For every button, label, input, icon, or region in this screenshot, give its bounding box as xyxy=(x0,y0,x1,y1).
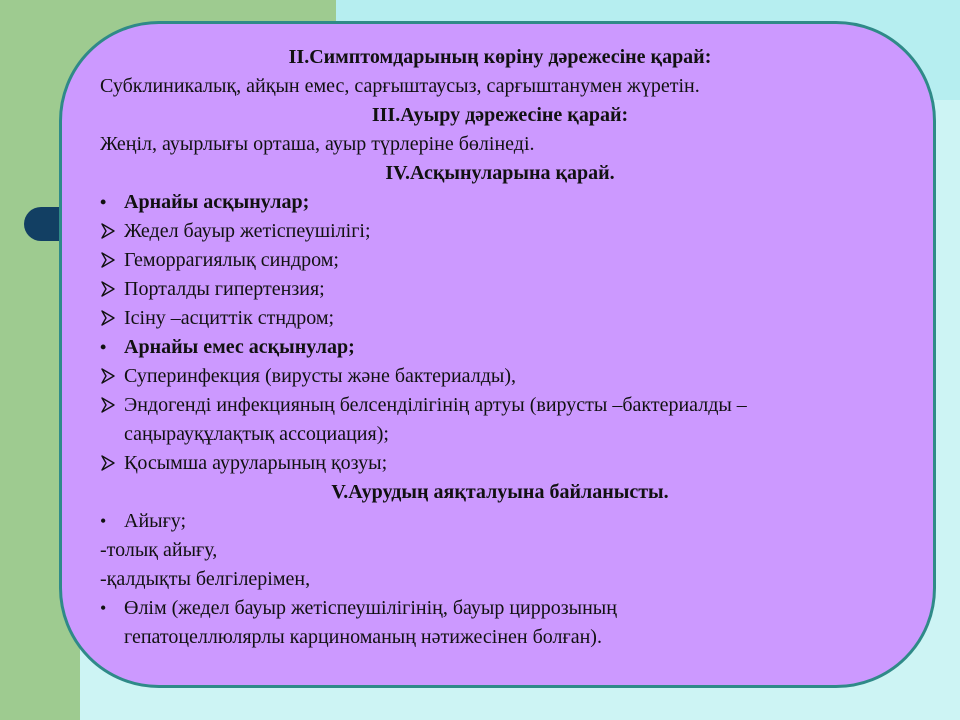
list-item-continuation: саңырауқұлақтық ассоциация); xyxy=(124,423,389,445)
list-item-arrow xyxy=(100,362,900,391)
list-item-death xyxy=(100,594,900,623)
arrow-bullet-icon xyxy=(100,449,124,478)
list-item-arrow xyxy=(100,449,900,478)
list-item-arrow xyxy=(100,304,900,333)
bullet-icon: • xyxy=(100,598,107,618)
arrow-bullet-icon xyxy=(100,275,124,304)
recovery-full: -толық айығу, xyxy=(100,539,218,561)
heading-severity: III.Ауыру дәрежесіне қарай: xyxy=(371,104,629,126)
specific-item-text: Ісіну –асциттік стндром; xyxy=(124,307,335,329)
nonspecific-title-text: Арнайы емес асқынулар; xyxy=(124,336,355,358)
recovery-text: Айығу; xyxy=(124,510,187,532)
bullet-icon: • xyxy=(100,511,107,531)
arrow-bullet-icon xyxy=(100,304,124,333)
specific-item-text: Порталды гипертензия; xyxy=(124,278,325,300)
list-item-recovery xyxy=(100,507,900,536)
specific-item-text: Геморрагиялық синдром; xyxy=(124,249,339,271)
arrow-bullet-icon xyxy=(100,362,124,391)
specific-title-text: Арнайы асқынулар; xyxy=(124,191,310,213)
list-item-arrow xyxy=(100,391,900,420)
bullet-icon: • xyxy=(100,337,107,357)
arrow-bullet-icon xyxy=(100,217,124,246)
bullet-icon: • xyxy=(100,192,107,212)
list-item-arrow xyxy=(100,246,900,275)
specific-item-text: Жедел бауыр жетіспеушілігі; xyxy=(124,220,371,242)
nonspecific-item-text: Қосымша ауруларының қозуы; xyxy=(124,452,388,474)
list-item-specific-title xyxy=(100,188,900,217)
list-item-arrow xyxy=(100,217,900,246)
list-item-arrow xyxy=(100,275,900,304)
death-text-line1: Өлім (жедел бауыр жетіспеушілігінің, бауыр циррозының xyxy=(124,597,617,619)
nonspecific-item-text: Эндогенді инфекцияның белсенділігінің артуы (вирусты –бактериалды – xyxy=(124,394,747,416)
recovery-residual: -қалдықты белгілерімен, xyxy=(100,568,311,590)
arrow-bullet-icon xyxy=(100,246,124,275)
heading-complications: IV.Асқынуларына қарай. xyxy=(385,162,615,184)
heading-symptoms: II.Симптомдарының көріну дәрежесіне қарай: xyxy=(288,46,712,68)
slide-content xyxy=(100,43,900,652)
nonspecific-item-text: Суперинфекция (вирусты және бактериалды), xyxy=(124,365,516,387)
text-symptoms: Субклиникалық, айқын емес, сарғыштаусыз, сарғыштанумен жүретін. xyxy=(100,75,700,97)
death-text-line2: гепатоцеллюлярлы карциноманың нәтижесінен болған). xyxy=(124,626,602,648)
text-severity: Жеңіл, ауырлығы орташа, ауыр түрлеріне бөлінеді. xyxy=(100,133,535,155)
list-item-nonspecific-title xyxy=(100,333,900,362)
arrow-bullet-icon xyxy=(100,391,124,420)
heading-outcome: V.Аурудың аяқталуына байланысты. xyxy=(331,481,669,503)
